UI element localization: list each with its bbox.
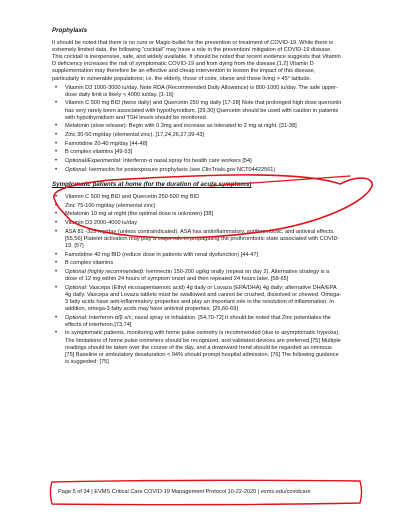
prophylaxis-item-text: Famotidine 20-40 mg/day [44-48] — [65, 140, 148, 147]
prophylaxis-item-text: Interferon-α nasal spray for health care workers [54] — [121, 158, 252, 165]
symptomatic-item — [52, 269, 342, 283]
prophylaxis-item — [52, 141, 342, 148]
symptomatic-item — [52, 229, 342, 250]
prophylaxis-item-label: Optional: — [65, 166, 88, 173]
symptomatic-item-text: Interferon-α/β s/c, nasal spray or inhalation. [54,70-72] It should be noted that Zinc potentiates the effects of interferon.[73,74] — [65, 314, 331, 328]
prophylaxis-list — [52, 85, 342, 174]
prophylaxis-item — [52, 100, 342, 121]
symptomatic-item-text: Melatonin 10 mg at night (the optimal dose is unknown) [38] — [65, 211, 214, 218]
prophylaxis-heading: Prophylaxis — [52, 27, 88, 34]
symptomatic-item-text: Famotidine 40 mg BID (reduce dose in patients with renal dysfunction) [44-47] — [65, 251, 259, 258]
prophylaxis-item-text: Vitamin D3 1000-3000 iu/day. Note RDA (Recommended Daily Allowance) is 800-1000 iu/day. The safe upper-dose daily limit is likely < 4000 iu/day. [1-16] — [65, 84, 338, 98]
symptomatic-item — [52, 203, 342, 210]
symptomatic-item — [52, 252, 342, 259]
prophylaxis-paragraph: It should be noted that there is no cure or Magic-bullet for the prevention or treatment of COVID-19. While there is extremely limited data, the following “cocktail” may have a role in the prevention/ mitigation of COVID-19 disease. This cocktail is inexpensive, safe, and widely available. It should be noted that recent evidence suggests that Vitamin D deficiency increases the risk of symptomatic COVID-19 and from dying from the disease.[1,2] Vitamin D supplementation may therefore be an effective and cheap intervention to lessen the impact of this disease, particularly in vulnerable populations; i.e. the elderly, those of color, obese and those living > 45° latitude. — [52, 40, 341, 82]
page-content — [52, 27, 342, 368]
symptomatic-item-text: Zinc 75-100 mg/day (elemental zinc) — [65, 202, 156, 209]
symptomatic-item — [52, 285, 342, 313]
prophylaxis-item — [52, 149, 342, 156]
symptomatic-item-text: Vitamin C 500 mg BID and Quercetin 250-500 mg BID — [65, 193, 200, 200]
prophylaxis-item-text: Ivermectin for postexposure prophylaxis (see ClinTrials.gov NCT04422561) — [87, 166, 276, 173]
prophylaxis-item-text: B complex vitamins [49-53] — [65, 149, 133, 156]
page-footer: Page 5 of 34 | EVMS Critical Care COVID-19 Management Protocol 10-22-2020 | evms.edu/covidcare — [58, 489, 311, 495]
prophylaxis-item-text: Melatonin (slow release): Begin with 0.3mg and increase as tolerated to 2 mg at night. [31-38] — [65, 123, 297, 130]
symptomatic-item-label: Optional (highly recommended): — [65, 268, 145, 275]
symptomatic-item-text: Vascepa (Ethyl eicosapentaenoic acid) 4g daily or Lovaza (EPA/DHA) 4g daily; alternative DHA/EPA 4g daily. Vascepa and Lovaza tablets must be swallowed and cannot be crushed, dissolved or chewed. Omega-3 fatty acids have anti-inflammatory properties and play an important role in the resolution of inflammation. In addition, omega-3 fatty acids may have antiviral properties. [26,66-69] — [65, 284, 342, 312]
symptomatic-item — [52, 260, 342, 267]
prophylaxis-item-text: Vitamin C 500 mg BID (twice daily) and Quercetin 250 mg daily [17-28] Note that prolonged high dose quercetin has very rarely been associated with hypothyroidism. [29,30] Quercetin should be used with caution in patients with hypothyroidism and TSH levels should be monitored. — [65, 100, 342, 121]
symptomatic-item-text: Vitamin D3 2000-4000 iu/day — [65, 220, 138, 226]
symptomatic-item — [52, 194, 342, 201]
prophylaxis-item-label: Optional/Experimental: — [65, 158, 122, 165]
symptomatic-item — [52, 330, 342, 365]
symptomatic-heading: Symptomatic patients at home (for the duration of acute symptoms) — [52, 180, 252, 188]
prophylaxis-item — [52, 123, 342, 130]
prophylaxis-item — [52, 85, 342, 99]
symptomatic-item-label: Optional: — [65, 284, 88, 291]
symptomatic-item-text: ASA 81 -325 mg/day (unless contraindicated). ASA has antiinflammatory, antithrombotic, and antiviral effects.[55,56] Platelet activation may play a major role in propagating the prothrombotic state associated with COVID-19. [57] — [65, 228, 340, 249]
symptomatic-item-text: Ivermectin 150-200 ug/kg orally (repeat on day 2). Alternative strategy is a dose of 12 mg within 24 hours of symptom onset and then repeated 24 hours later. [58-65] — [65, 268, 330, 283]
symptomatic-list — [52, 194, 342, 366]
symptomatic-item — [52, 315, 342, 329]
symptomatic-item — [52, 220, 342, 227]
prophylaxis-item-text: Zinc 30-50 mg/day (elemental zinc). [17,24,26,27,39-43] — [65, 132, 204, 138]
prophylaxis-item — [52, 132, 342, 139]
symptomatic-item-text: B complex vitamins — [65, 260, 114, 267]
prophylaxis-item — [52, 167, 342, 174]
symptomatic-item-text: In symptomatic patients, monitoring with home pulse oximetry is recommended (due to asymptomatic hypoxia). The limitations of home pulse oximeters should be recognized, and validated devices are preferred.[75] Multiple readings should be taken over the course of the day, and a downward trend should be regarded as ominous.[75] Baseline or ambulatory desaturation < 94% should prompt hospital admission. [76] The following guidance is suggested: [75] — [65, 330, 341, 365]
symptomatic-item-label: Optional: — [65, 314, 88, 321]
prophylaxis-item — [52, 158, 342, 165]
symptomatic-item — [52, 211, 342, 218]
